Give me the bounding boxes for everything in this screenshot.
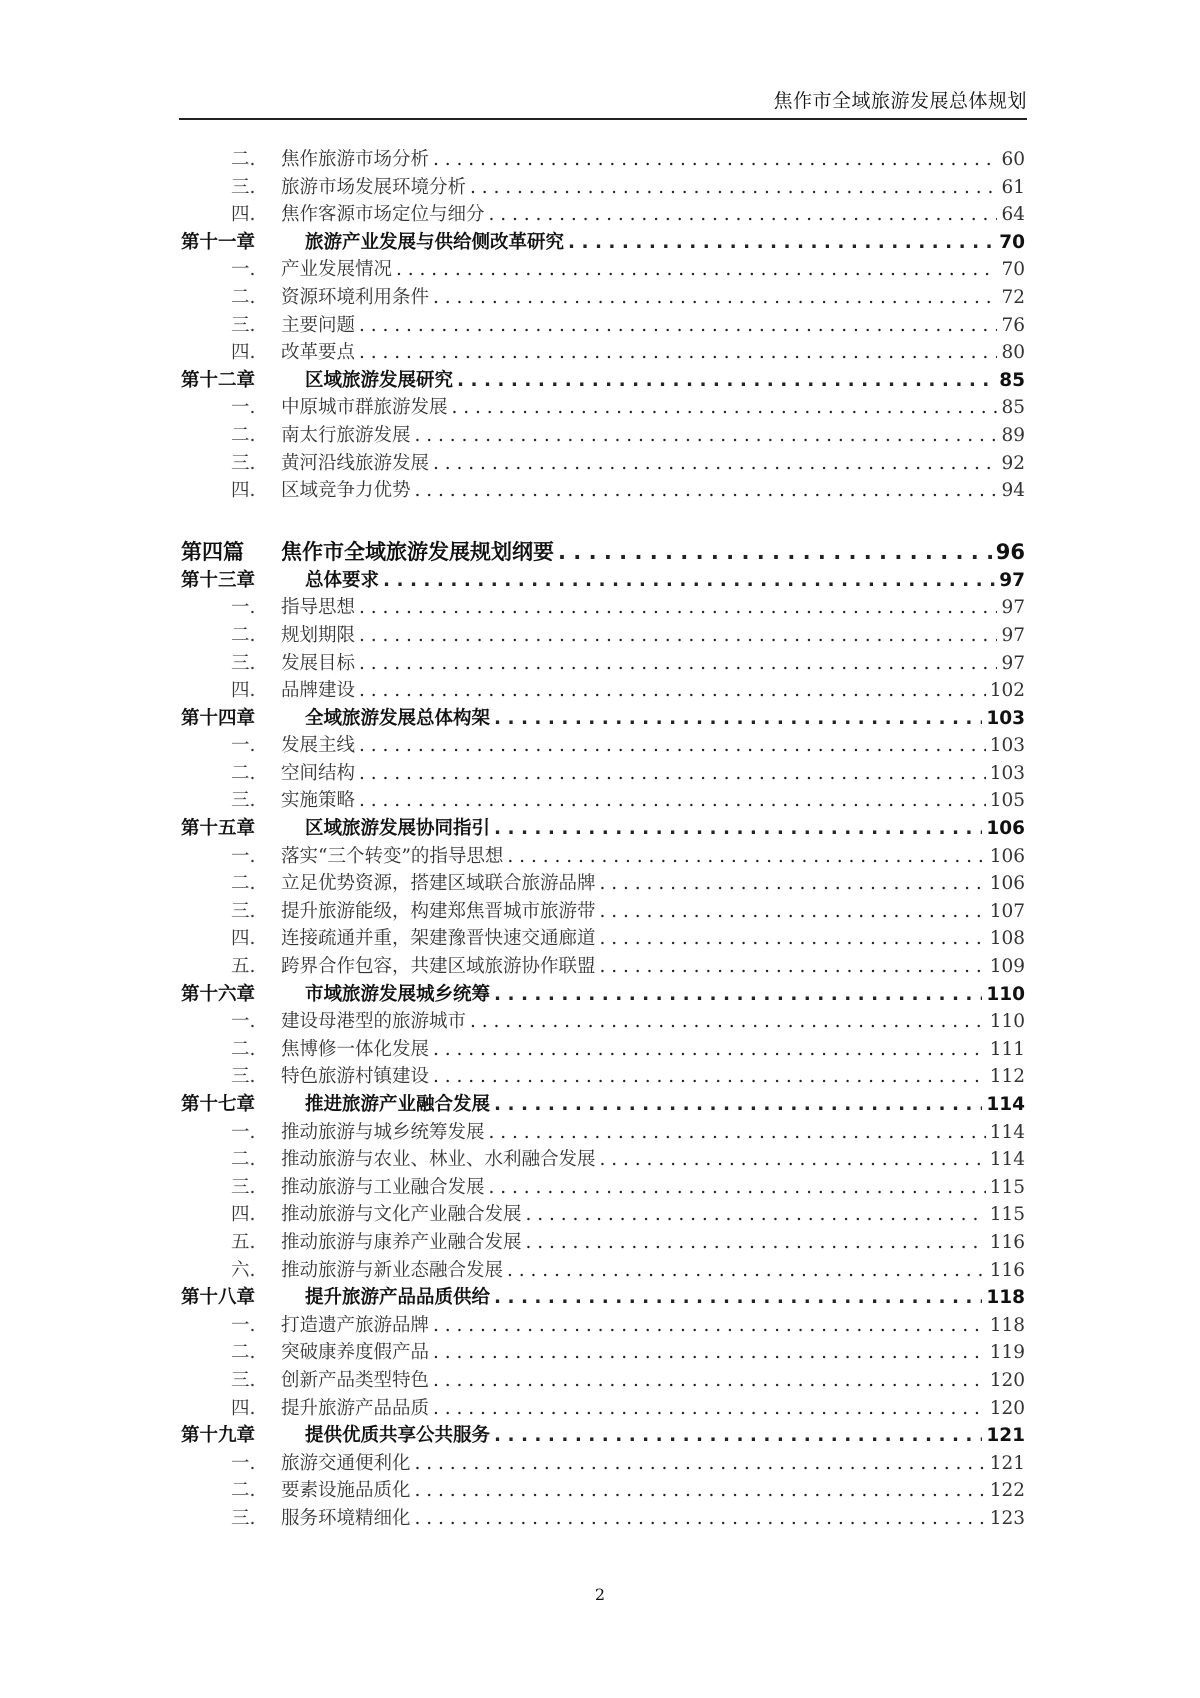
toc-entry-section[interactable] — [181, 1174, 1025, 1202]
toc-entry-number: 三. — [231, 652, 256, 674]
toc-entry-number: 一. — [231, 735, 256, 757]
toc-entry-title: 主要问题 — [281, 314, 356, 336]
toc-entry-section[interactable] — [181, 1201, 1025, 1229]
toc-entry-page: 70 — [1001, 259, 1025, 281]
toc-entry-number: 三. — [231, 1369, 256, 1391]
toc-entry-title: 焦作旅游市场分析 — [281, 149, 430, 170]
toc-entry-page: 119 — [989, 1342, 1025, 1364]
toc-entry-page: 109 — [989, 956, 1025, 978]
toc-entry-number: 第十四章 — [181, 707, 256, 729]
toc-entry-number: 三. — [231, 1176, 256, 1198]
toc-entry-section[interactable] — [181, 898, 1025, 926]
toc-entry-number: 二. — [231, 624, 256, 646]
toc-entry-title: 提升旅游产品品质 — [281, 1397, 430, 1419]
toc-entry-title: 推动旅游与新业态融合发展 — [281, 1259, 504, 1281]
toc-entry-title: 改革要点 — [281, 342, 356, 364]
toc-leader-dots — [494, 1091, 982, 1119]
toc-entry-page: 80 — [1001, 342, 1025, 364]
toc-entry-title: 黄河沿线旅游发展 — [281, 452, 430, 474]
toc-leader-dots — [489, 1174, 986, 1202]
toc-entry-title: 旅游市场发展环境分析 — [281, 176, 467, 198]
toc-leader-dots — [433, 1036, 986, 1064]
toc-entry-page: 60 — [1001, 149, 1025, 170]
toc-entry-page: 116 — [989, 1231, 1025, 1253]
toc-leader-dots — [383, 567, 995, 595]
toc-leader-dots — [600, 1146, 986, 1174]
toc-entry-number: 第十三章 — [181, 569, 256, 591]
toc-entry-page: 118 — [986, 1287, 1025, 1309]
toc-entry-number: 二. — [231, 149, 256, 170]
document-title: 焦作市全域旅游发展总体规划 — [773, 90, 1027, 112]
toc-entry-page: 76 — [1001, 314, 1025, 336]
toc-entry-title: 突破康养度假产品 — [281, 1342, 430, 1364]
toc-leader-dots — [415, 1477, 986, 1505]
toc-entry-chapter[interactable] — [181, 367, 1025, 395]
toc-leader-dots — [568, 229, 995, 257]
toc-entry-section[interactable] — [181, 1146, 1025, 1174]
toc-entry-section[interactable] — [181, 422, 1025, 450]
toc-entry-number: 五. — [231, 1231, 256, 1253]
toc-entry-title: 推动旅游与农业、林业、水利融合发展 — [281, 1149, 596, 1171]
toc-entry-page: 114 — [989, 1121, 1025, 1143]
toc-entry-section[interactable] — [181, 843, 1025, 871]
toc-entry-chapter[interactable] — [181, 1422, 1025, 1450]
toc-entry-page: 85 — [1001, 397, 1025, 419]
toc-entry-section[interactable] — [181, 1036, 1025, 1064]
toc-entry-title: 旅游交通便利化 — [281, 1452, 411, 1474]
toc-entry-title: 落实“三个转变”的指导思想 — [281, 845, 504, 867]
toc-entry-page: 114 — [986, 1094, 1025, 1115]
toc-entry-number: 二. — [231, 762, 256, 784]
toc-entry-number: 四. — [231, 204, 256, 226]
toc-entry-section[interactable] — [181, 1339, 1025, 1367]
toc-entry-title: 区域旅游发展研究 — [305, 369, 454, 391]
toc-leader-dots — [558, 537, 992, 567]
toc-entry-title: 创新产品类型特色 — [281, 1369, 430, 1391]
toc-entry-page: 94 — [1001, 480, 1025, 502]
toc-entry-section[interactable] — [181, 953, 1025, 981]
toc-entry-number: 三. — [231, 176, 256, 198]
toc-entry-page: 121 — [989, 1452, 1025, 1474]
toc-entry-page: 70 — [999, 231, 1025, 253]
toc-entry-number: 一. — [231, 397, 256, 419]
toc-entry-title: 指导思想 — [281, 597, 356, 619]
toc-entry-title: 提升旅游能级，构建郑焦晋城市旅游带 — [281, 900, 596, 922]
toc-entry-page: 106 — [986, 818, 1025, 840]
toc-entry-page: 92 — [1001, 452, 1025, 474]
toc-entry-title: 跨界合作包容，共建区域旅游协作联盟 — [281, 956, 596, 978]
toc-entry-number: 第十八章 — [181, 1287, 256, 1309]
toc-entry-title: 资源环境利用条件 — [281, 286, 430, 308]
toc-leader-dots — [415, 422, 998, 450]
toc-entry-number: 一. — [231, 1314, 256, 1336]
toc-entry-title: 焦作市全域旅游发展规划纲要 — [281, 539, 554, 564]
toc-entry-section[interactable] — [181, 1063, 1025, 1091]
toc-entry-section[interactable] — [181, 760, 1025, 788]
toc-entry-number: 二. — [231, 1038, 256, 1060]
toc-entry-title: 产业发展情况 — [281, 259, 393, 281]
toc-leader-dots — [507, 843, 985, 871]
toc-entry-number: 一. — [231, 1452, 256, 1474]
toc-entry-number: 四. — [231, 928, 256, 950]
toc-entry-number: 三. — [231, 1066, 256, 1088]
toc-leader-dots — [433, 1395, 986, 1423]
toc-entry-number: 三. — [231, 1507, 256, 1529]
toc-leader-dots — [396, 256, 997, 284]
toc-leader-dots — [433, 1367, 986, 1395]
toc-leader-dots — [433, 1339, 986, 1367]
toc-entry-page: 114 — [989, 1149, 1025, 1171]
toc-entry-section[interactable] — [181, 1477, 1025, 1505]
toc-entry-number: 三. — [231, 452, 256, 474]
toc-leader-dots — [415, 477, 998, 505]
toc-entry-page: 97 — [999, 569, 1025, 591]
toc-entry-number: 第十六章 — [181, 983, 256, 1005]
toc-entry-number: 二. — [231, 873, 256, 895]
toc-leader-dots — [359, 650, 997, 678]
toc-entry-page: 103 — [986, 707, 1025, 729]
toc-entry-title: 打造遗产旅游品牌 — [281, 1314, 430, 1336]
toc-leader-dots — [359, 677, 986, 705]
toc-entry-page: 112 — [989, 1066, 1025, 1088]
toc-entry-page: 105 — [989, 790, 1025, 812]
toc-entry-title: 区域旅游发展协同指引 — [305, 818, 491, 840]
toc-entry-title: 推进旅游产业融合发展 — [305, 1094, 491, 1115]
toc-leader-dots — [359, 760, 986, 788]
toc-entry-page: 115 — [989, 1176, 1025, 1198]
toc-entry-number: 一. — [231, 259, 256, 281]
toc-leader-dots — [433, 450, 997, 478]
toc-entry-title: 旅游产业发展与供给侧改革研究 — [305, 231, 565, 253]
toc-entry-page: 110 — [989, 1011, 1025, 1033]
toc-entry-section[interactable] — [181, 394, 1025, 422]
toc-entry-page: 122 — [989, 1480, 1025, 1502]
toc-entry-section[interactable] — [181, 1229, 1025, 1257]
toc-entry-section[interactable] — [181, 1505, 1025, 1533]
toc-entry-section[interactable] — [181, 201, 1025, 229]
toc-leader-dots — [600, 898, 986, 926]
toc-entry-title: 要素设施品质化 — [281, 1480, 411, 1502]
toc-entry-number: 四. — [231, 342, 256, 364]
toc-leader-dots — [600, 870, 986, 898]
toc-entry-number: 第十七章 — [181, 1094, 256, 1115]
toc-entry-title: 全域旅游发展总体构架 — [305, 707, 491, 729]
toc-entry-section[interactable] — [181, 146, 1025, 174]
toc-entry-section[interactable] — [181, 450, 1025, 478]
toc-entry-page: 97 — [1001, 624, 1025, 646]
toc-leader-dots — [489, 201, 998, 229]
toc-entry-title: 总体要求 — [305, 569, 380, 591]
toc-entry-section[interactable] — [181, 1395, 1025, 1423]
toc-entry-title: 建设母港型的旅游城市 — [281, 1011, 467, 1033]
toc-entry-number: 一. — [231, 1121, 256, 1143]
toc-leader-dots — [359, 787, 986, 815]
toc-entry-section[interactable] — [181, 284, 1025, 312]
toc-entry-title: 空间结构 — [281, 762, 356, 784]
toc-leader-dots — [494, 815, 982, 843]
toc-entry-section[interactable] — [181, 312, 1025, 340]
toc-entry-title: 推动旅游与工业融合发展 — [281, 1176, 485, 1198]
toc-entry-page: 103 — [989, 762, 1025, 784]
toc-entry-title: 立足优势资源，搭建区域联合旅游品牌 — [281, 873, 596, 895]
toc-entry-section[interactable] — [181, 787, 1025, 815]
toc-entry-chapter[interactable] — [181, 1091, 1025, 1119]
toc-entry-chapter[interactable] — [181, 815, 1025, 843]
toc-entry-number: 第四篇 — [181, 539, 244, 564]
toc-leader-dots — [494, 1422, 982, 1450]
toc-leader-dots — [359, 594, 997, 622]
toc-leader-dots — [433, 284, 997, 312]
toc-leader-dots — [359, 622, 997, 650]
page-header — [179, 84, 1027, 120]
toc-entry-title: 提升旅游产品品质供给 — [305, 1287, 491, 1309]
toc-entry-title: 连接疏通并重，架建豫晋快速交通廊道 — [281, 928, 596, 950]
toc-entry-number: 二. — [231, 1149, 256, 1171]
toc-entry-number: 三. — [231, 314, 256, 336]
toc-leader-dots — [489, 1119, 986, 1147]
toc-entry-page: 107 — [989, 900, 1025, 922]
toc-entry-number: 四. — [231, 680, 256, 702]
toc-entry-page: 85 — [999, 369, 1025, 391]
toc-leader-dots — [494, 705, 982, 733]
toc-entry-title: 服务环境精细化 — [281, 1507, 411, 1529]
toc-entry-page: 102 — [989, 680, 1025, 702]
toc-entry-number: 一. — [231, 597, 256, 619]
toc-leader-dots — [526, 1229, 986, 1257]
toc-entry-number: 第十九章 — [181, 1425, 256, 1447]
toc-entry-page: 120 — [989, 1397, 1025, 1419]
toc-entry-title: 推动旅游与文化产业融合发展 — [281, 1204, 522, 1226]
toc-entry-part[interactable] — [181, 537, 1025, 567]
toc-entry-page: 96 — [995, 539, 1025, 564]
toc-entry-title: 发展主线 — [281, 735, 356, 757]
toc-entry-section[interactable] — [181, 925, 1025, 953]
toc-entry-section[interactable] — [181, 594, 1025, 622]
toc-entry-title: 实施策略 — [281, 790, 356, 812]
toc-entry-number: 一. — [231, 845, 256, 867]
toc-entry-page: 121 — [986, 1425, 1025, 1447]
toc-leader-dots — [452, 394, 998, 422]
toc-entry-title: 特色旅游村镇建设 — [281, 1066, 430, 1088]
toc-leader-dots — [415, 1450, 986, 1478]
page-number: 2 — [594, 1585, 606, 1604]
toc-entry-page: 97 — [1001, 652, 1025, 674]
toc-entry-number: 第十二章 — [181, 369, 256, 391]
toc-entry-title: 规划期限 — [281, 624, 356, 646]
toc-entry-number: 二. — [231, 1480, 256, 1502]
toc-entry-title: 焦作客源市场定位与细分 — [281, 204, 485, 226]
toc-entry-page: 120 — [989, 1369, 1025, 1391]
toc-entry-section[interactable] — [181, 1450, 1025, 1478]
toc-entry-number: 六. — [231, 1259, 256, 1281]
toc-leader-dots — [457, 367, 995, 395]
toc-entry-page: 106 — [989, 845, 1025, 867]
toc-entry-chapter[interactable] — [181, 1284, 1025, 1312]
toc-entry-section[interactable] — [181, 650, 1025, 678]
toc-entry-number: 四. — [231, 1397, 256, 1419]
toc-entry-page: 72 — [1001, 286, 1025, 308]
toc-entry-title: 推动旅游与城乡统筹发展 — [281, 1121, 485, 1143]
table-of-contents — [181, 146, 1025, 1533]
toc-leader-dots — [359, 312, 997, 340]
toc-entry-chapter[interactable] — [181, 567, 1025, 595]
toc-entry-number: 三. — [231, 790, 256, 812]
toc-entry-chapter[interactable] — [181, 705, 1025, 733]
toc-entry-page: 111 — [989, 1038, 1025, 1060]
toc-leader-dots — [415, 1505, 986, 1533]
toc-entry-section[interactable] — [181, 1312, 1025, 1340]
toc-entry-page: 61 — [1001, 176, 1025, 198]
toc-entry-page: 64 — [1001, 204, 1025, 226]
toc-entry-title: 发展目标 — [281, 652, 356, 674]
toc-entry-title: 提供优质共享公共服务 — [305, 1425, 491, 1447]
toc-entry-section[interactable] — [181, 174, 1025, 202]
toc-entry-title: 南太行旅游发展 — [281, 424, 411, 446]
toc-entry-number: 二. — [231, 286, 256, 308]
toc-entry-title: 市域旅游发展城乡统筹 — [305, 983, 491, 1005]
toc-leader-dots — [359, 339, 997, 367]
toc-entry-title: 区域竞争力优势 — [281, 480, 411, 502]
toc-leader-dots — [359, 732, 986, 760]
toc-leader-dots — [433, 146, 997, 174]
toc-leader-dots — [526, 1201, 986, 1229]
toc-entry-chapter[interactable] — [181, 981, 1025, 1009]
toc-entry-page: 116 — [989, 1259, 1025, 1281]
toc-leader-dots — [494, 981, 982, 1009]
toc-entry-section[interactable] — [181, 732, 1025, 760]
toc-leader-dots — [507, 1257, 986, 1285]
toc-leader-dots — [433, 1312, 986, 1340]
toc-entry-chapter[interactable] — [181, 229, 1025, 257]
toc-entry-title: 中原城市群旅游发展 — [281, 397, 448, 419]
toc-entry-section[interactable] — [181, 1257, 1025, 1285]
toc-entry-section[interactable] — [181, 870, 1025, 898]
toc-entry-number: 第十一章 — [181, 231, 256, 253]
toc-entry-section[interactable] — [181, 1119, 1025, 1147]
toc-entry-section[interactable] — [181, 677, 1025, 705]
toc-entry-section[interactable] — [181, 1367, 1025, 1395]
toc-entry-page: 115 — [989, 1204, 1025, 1226]
toc-entry-section[interactable] — [181, 1008, 1025, 1036]
toc-entry-number: 四. — [231, 1204, 256, 1226]
toc-entry-page: 118 — [989, 1314, 1025, 1336]
toc-entry-number: 三. — [231, 900, 256, 922]
toc-leader-dots — [600, 925, 986, 953]
toc-entry-title: 焦博修一体化发展 — [281, 1038, 430, 1060]
toc-entry-section[interactable] — [181, 622, 1025, 650]
toc-entry-number: 一. — [231, 1011, 256, 1033]
toc-entry-number: 四. — [231, 480, 256, 502]
toc-entry-page: 106 — [989, 873, 1025, 895]
toc-entry-number: 二. — [231, 1342, 256, 1364]
toc-entry-page: 110 — [986, 983, 1025, 1005]
toc-entry-section[interactable] — [181, 477, 1025, 505]
toc-leader-dots — [433, 1063, 986, 1091]
toc-entry-page: 97 — [1001, 597, 1025, 619]
toc-entry-number: 第十五章 — [181, 818, 256, 840]
toc-leader-dots — [470, 174, 997, 202]
toc-leader-dots — [494, 1284, 982, 1312]
toc-entry-page: 108 — [989, 928, 1025, 950]
toc-entry-number: 五. — [231, 956, 256, 978]
toc-entry-section[interactable] — [181, 256, 1025, 284]
toc-entry-section[interactable] — [181, 339, 1025, 367]
toc-leader-dots — [470, 1008, 986, 1036]
toc-entry-page: 103 — [989, 735, 1025, 757]
toc-entry-page: 123 — [989, 1507, 1025, 1529]
toc-entry-title: 品牌建设 — [281, 680, 356, 702]
toc-entry-page: 89 — [1001, 424, 1025, 446]
toc-entry-title: 推动旅游与康养产业融合发展 — [281, 1231, 522, 1253]
toc-leader-dots — [600, 953, 986, 981]
toc-entry-number: 二. — [231, 424, 256, 446]
